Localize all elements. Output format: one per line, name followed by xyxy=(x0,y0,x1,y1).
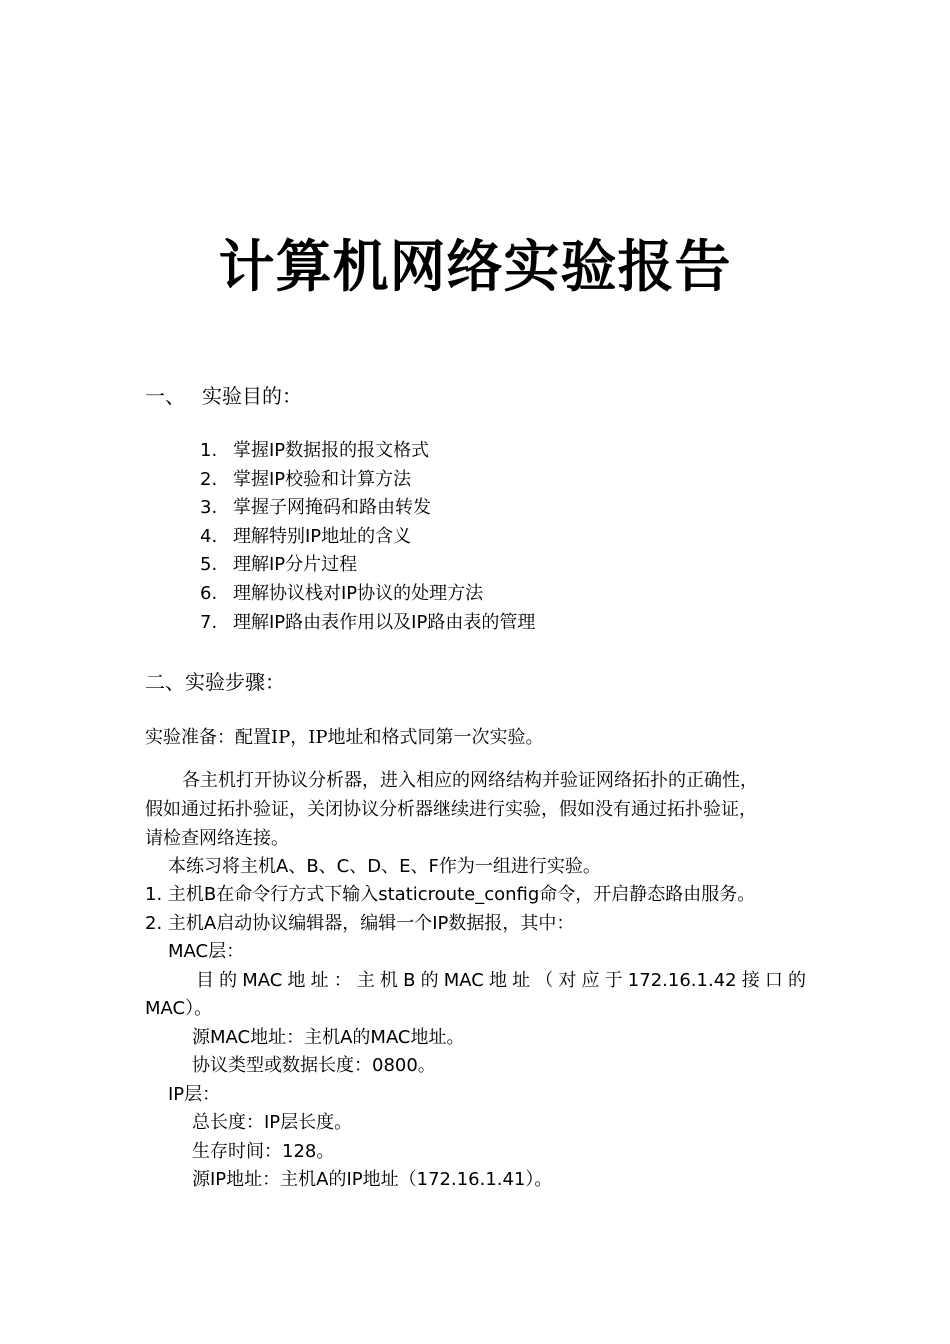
list-item xyxy=(200,523,535,552)
section1-number: 一、 xyxy=(145,384,185,408)
section1-heading: 实验目的： xyxy=(202,384,302,408)
paragraph-line: 假如通过拓扑验证，关闭协议分析器继续进行实验，假如没有通过拓扑验证， xyxy=(145,799,757,820)
src-mac-line: 源MAC地址：主机A的MAC地址。 xyxy=(192,1027,465,1048)
list-item-number: 7. xyxy=(200,611,218,633)
list-item-text: 掌握子网掩码和路由转发 xyxy=(233,497,431,519)
step-2: 2. 主机A启动协议编辑器，编辑一个IP数据报，其中： xyxy=(145,913,575,934)
list-item-number: 6. xyxy=(200,582,218,604)
list-item-text: 理解特别IP地址的含义 xyxy=(233,525,412,547)
list-item-number: 1. xyxy=(200,440,218,461)
ttl-line: 生存时间：128。 xyxy=(192,1141,335,1162)
paragraph-line: 各主机打开协议分析器，进入相应的网络结构并验证网络拓扑的正确性， xyxy=(182,770,758,791)
document-title: 计算机网络实验报告 xyxy=(218,235,732,300)
list-item-number: 5. xyxy=(200,554,218,576)
list-item-text: 理解IP路由表作用以及IP路由表的管理 xyxy=(233,611,536,633)
dst-mac-line-cont: MAC）。 xyxy=(145,998,213,1019)
list-item-text: 掌握IP数据报的报文格式 xyxy=(233,440,430,461)
list-item-number: 3. xyxy=(200,497,218,519)
total-length-line: 总长度：IP层长度。 xyxy=(192,1112,353,1133)
step-1: 1. 主机B在命令行方式下输入staticroute_config命令，开启静态路由服务。 xyxy=(145,884,756,905)
goal-list xyxy=(200,437,535,637)
list-item-number: 4. xyxy=(200,525,218,547)
list-item-number: 2. xyxy=(200,468,218,490)
paragraph-line: 请检查网络连接。 xyxy=(145,828,289,849)
list-item xyxy=(200,437,535,466)
list-item-text: 掌握IP校验和计算方法 xyxy=(233,468,412,490)
src-ip-line: 源IP地址：主机A的IP地址（172.16.1.41）。 xyxy=(192,1169,553,1190)
protocol-type-line: 协议类型或数据长度：0800。 xyxy=(192,1055,436,1076)
prep-paragraph: 实验准备：配置IP，IP地址和格式同第一次实验。 xyxy=(145,727,544,748)
list-item xyxy=(200,551,535,580)
list-item xyxy=(200,466,535,495)
ip-layer-label: IP层： xyxy=(168,1084,221,1105)
list-item xyxy=(200,494,535,523)
group-paragraph: 本练习将主机A、B、C、D、E、F作为一组进行实验。 xyxy=(168,856,601,877)
dst-mac-line: 目的MAC地址：主机B的MAC地址（对应于172.16.1.42接口的 xyxy=(196,970,806,991)
list-item-text: 理解IP分片过程 xyxy=(233,554,358,576)
list-item xyxy=(200,580,535,609)
mac-layer-label: MAC层： xyxy=(168,941,245,962)
list-item-text: 理解协议栈对IP协议的处理方法 xyxy=(233,582,484,604)
section2-heading: 二、实验步骤： xyxy=(145,670,285,694)
list-item xyxy=(200,609,535,638)
